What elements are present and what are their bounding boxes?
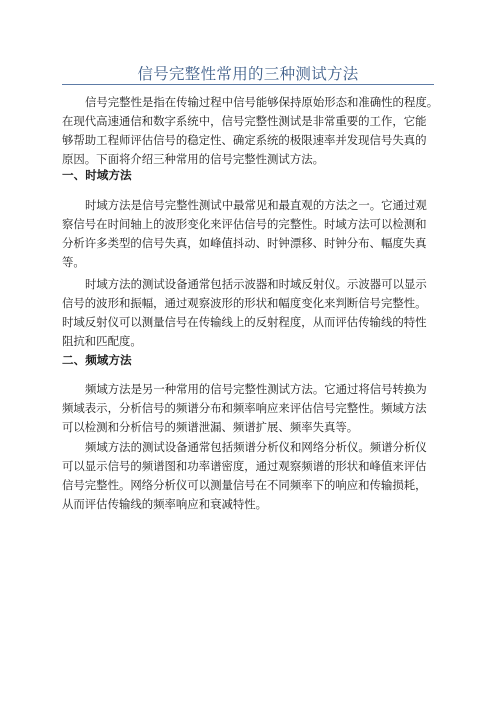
section-heading-frequency-domain: 二、频域方法	[62, 353, 132, 367]
title-underline	[62, 84, 434, 85]
text-line: 从而评估传输线的频率响应和衰减特性。	[62, 497, 268, 511]
text-line: 等。	[62, 255, 85, 269]
time-domain-paragraph-1	[62, 196, 446, 272]
text-line: 够帮助工程师评估信号的稳定性、确定系统的极限速率并发现信号失真的	[62, 133, 427, 147]
text-line: 可以显示信号的频谱图和功率谱密度，通过观察频谱的形状和峰值来评估	[62, 459, 427, 473]
text-line: 在现代高速通信和数字系统中，信号完整性测试是非常重要的工作，它能	[62, 114, 427, 128]
text-line: 阻抗和匹配度。	[62, 334, 142, 348]
text-line: 可以检测和分析信号的频谱泄漏、频谱扩展、频率失真等。	[62, 420, 359, 434]
text-line: 信号完整性。网络分析仪可以测量信号在不同频率下的响应和传输损耗，	[62, 478, 427, 492]
text-line: 时域方法的测试设备通常包括示波器和时域反射仪。示波器可以显示	[85, 277, 427, 291]
text-line: 信号的波形和振幅，通过观察波形的形状和幅度变化来判断信号完整性。	[62, 296, 427, 310]
text-line: 频域表示，分析信号的频谱分布和频率响应来评估信号完整性。频域方法	[62, 401, 427, 415]
text-line: 时域反射仪可以测量信号在传输线上的反射程度，从而评估传输线的特性	[62, 315, 427, 329]
text-line: 频域方法的测试设备通常包括频谱分析仪和网络分析仪。频谱分析仪	[85, 440, 427, 454]
text-line: 分析许多类型的信号失真，如峰值抖动、时钟漂移、时钟分布、幅度失真	[62, 236, 427, 250]
section-heading-time-domain: 一、时域方法	[62, 168, 132, 182]
document-title: 信号完整性常用的三种测试方法	[137, 65, 359, 83]
text-line: 频域方法是另一种常用的信号完整性测试方法。它通过将信号转换为	[85, 382, 427, 396]
frequency-domain-paragraph-1	[62, 380, 446, 437]
text-line: 信号完整性是指在传输过程中信号能够保持原始形态和准确性的程度。	[85, 95, 439, 109]
intro-paragraph	[62, 93, 446, 169]
text-line: 时域方法是信号完整性测试中最常见和最直观的方法之一。它通过观	[85, 198, 427, 212]
frequency-domain-paragraph-2	[62, 438, 446, 514]
text-line: 察信号在时间轴上的波形变化来评估信号的完整性。时域方法可以检测和	[62, 217, 427, 231]
text-line: 原因。下面将介绍三种常用的信号完整性测试方法。	[62, 152, 324, 166]
time-domain-paragraph-2	[62, 275, 446, 351]
